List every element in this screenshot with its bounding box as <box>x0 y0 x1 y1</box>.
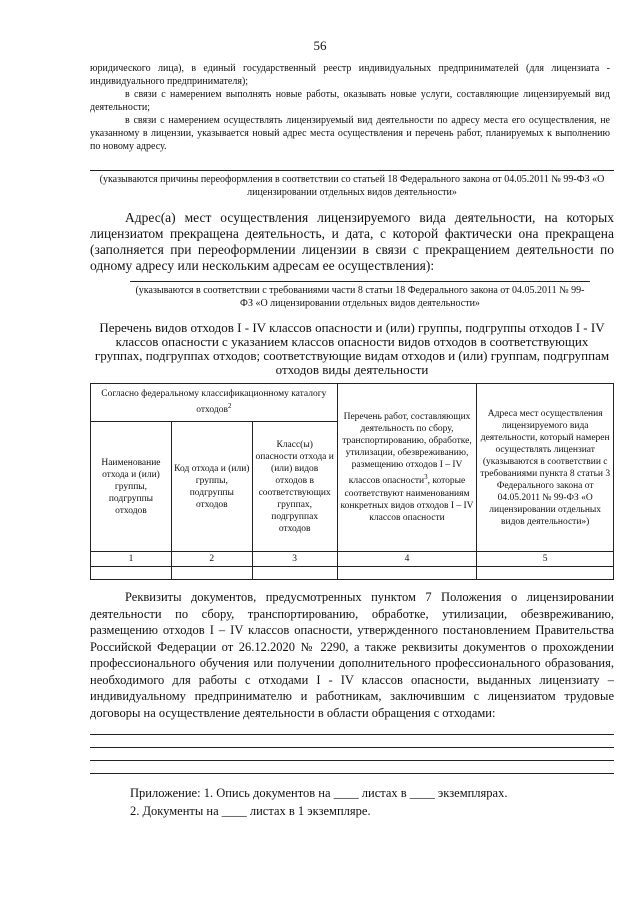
page-number: 56 <box>313 38 327 53</box>
subheader-class: Класс(ы) опасности отхода и (или) видов отходов в соответствующих группах, подгруппах отходов <box>252 422 337 552</box>
empty-cell <box>337 567 477 580</box>
requisites-fill-line <box>90 760 614 761</box>
header-works: Перечень работ, составляющих деятельность по сбору, транспортированию, обработке, утилизации, обезвреживанию, размещению отходов I – IV классов опасности$^3$, которые соответствуют наименованиям конкретных видов отходов I – IV классов опасности <box>337 384 477 552</box>
appendix-block <box>130 784 610 820</box>
column-number: 4 <box>337 552 477 567</box>
waste-table <box>90 383 614 580</box>
column-number: 3 <box>252 552 337 567</box>
address-fill-line <box>130 281 590 282</box>
empty-cell <box>477 567 614 580</box>
waste-list-title: Перечень видов отходов I - IV классов опасности и (или) группы, подгруппы отходов I - IV классов опасности с указанием классов опасности видов отходов в соответствующих группах, подгруппах отходов; соответствующие видам отходов и (или) группам, подгруппам отходов виды деятельности <box>94 320 610 377</box>
appendix-line-2: 2. Документы на ____ листах в 1 экземпляре. <box>130 804 371 818</box>
reasons-fill-line <box>90 170 614 171</box>
empty-cell <box>171 567 252 580</box>
address-caption: (указываются в соответствии с требованиями части 8 статьи 18 Федерального закона от 04.05.2011 № 99-ФЗ «О лицензировании отдельных видов деятельности» <box>135 285 585 309</box>
subheader-code: Код отхода и (или) группы, подгруппы отходов <box>171 422 252 552</box>
appendix-line-1: Приложение: 1. Опись документов на ____ листах в ____ экземплярах. <box>130 786 508 800</box>
requisites-fill-line <box>90 747 614 748</box>
column-number: 1 <box>91 552 172 567</box>
reasons-caption: (указываются причины переоформления в соответствии со статьей 18 Федерального закона от 04.05.2011 № 99-ФЗ «О лицензировании отдельных видов деятельности» <box>99 174 605 198</box>
top-paragraph-3: в связи с намерением осуществлять лицензируемый вид деятельности по адресу места его осуществления, не указанному в лицензии, указывается новый адрес места осуществления и перечень работ, планируемых к выполнению по новому адресу. <box>90 115 610 152</box>
empty-cell <box>252 567 337 580</box>
subheader-name: Наименование отхода и (или) группы, подгруппы отходов <box>91 422 172 552</box>
top-paragraph-2: в связи с намерением выполнять новые работы, оказывать новые услуги, составляющие лицензируемый вид деятельности; <box>90 89 610 113</box>
top-paragraph-1: юридического лица), в единый государственный реестр индивидуальных предпринимателей (для лицензиата - индивидуального предпринимателя); <box>90 63 610 87</box>
requisites-paragraph: Реквизиты документов, предусмотренных пунктом 7 Положения о лицензировании деятельности по сбору, транспортированию, обработке, утилизации, обезвреживанию, размещению отходов I – IV классов опасности, утвержденного постановлением Правительства Российской Федерации от 26.12.2020 № 2290, а также реквизиты документов о прохождении профессионального обучения или получении дополнительного профессионального образования, необходимого для работы с отходами I - IV классов опасности, выданных лицензиату – индивидуальному предпринимателю и работникам, заключившим с лицензиатом трудовые договоры на осуществление деятельности в области обращения с отходами: <box>90 590 614 720</box>
requisites-fill-line <box>90 734 614 735</box>
header-addresses: Адреса мест осуществления лицензируемого вида деятельности, который намерен осуществлять лицензиат (указываются в соответствии с требованиями пункта 8 статьи 3 Федерального закона от 04.05.2011 № 99-ФЗ «О лицензировании отдельных видов деятельности») <box>477 384 614 552</box>
column-number: 5 <box>477 552 614 567</box>
column-number: 2 <box>171 552 252 567</box>
header-fkko: Согласно федеральному классификационному каталогу отходов$^2$ <box>91 384 338 422</box>
top-text-block <box>90 62 610 153</box>
empty-cell <box>91 567 172 580</box>
requisites-fill-line <box>90 773 614 774</box>
address-paragraph: Адрес(а) мест осуществления лицензируемого вида деятельности, на которых лицензиатом прекращена деятельность, и дата, с которой фактически она прекращена (заполняется при переоформлении лицензии в связи с прекращением деятельности по одному адресу или нескольким адресам ее осуществления): <box>90 210 614 273</box>
